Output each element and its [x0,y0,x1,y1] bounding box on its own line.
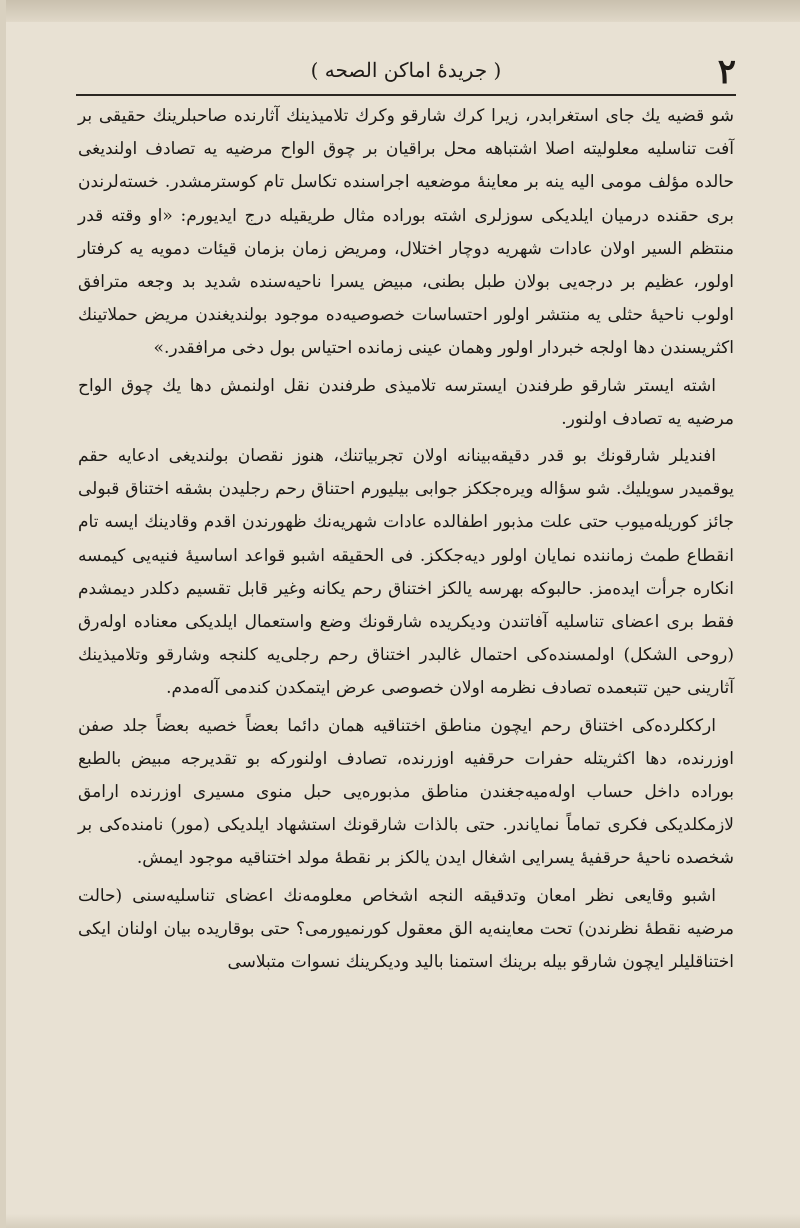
header-rule [76,94,736,96]
paragraph: شو قضیه یك جای استغرابدر، زیرا کرك شارقو وکرك تلامیذینك آثارنده صاحبلرینك حقیقی بر آفت تناسلیه معلولیته اصلا اشتباهه محل براقیان بر چوق الواح مرضیه یه تصادف اولندیغی حالده مؤلف مومی الیه ینه بر معاینهٔ موضعیه اجراسنده تکاسل تام کوسترمشدر. خسته‌لرندن بری حقنده درمیان ایلدیکی سوزلری اشته بوراده مثال طریقیله درج ایدیورم: «او وقته قدر منتظم السیر اولان عادات شهریه دوچار اختلال، ومریض زمان بزمان قیئات دمویه یه کرفتار اولور، عظیم بر درجه‌یی بولان طبل بطنی، مبیض یسرا ناحیه‌سنده شدید بد وجعه مترافق اولوب ناحیهٔ حثلی یه منتشر اولور احتساسات خصوصیه‌ده موجود بولندیغندن مریض حملاتینك اکثریسندن دها اولجه خبردار اولور وهمان عینی زمانده احتیاس بول دخی مرافقدر.» [78,106,734,359]
paragraph: ارککلرده‌کی اختناق رحم ایچون مناطق اختناقیه همان دائما بعضاً خصیه بعضاً جلد صفن اوزرنده، دها اکثریتله حفرات حرقفیه اوزرنده، تصادف اولنورکه بو تقدیرجه مبیض بالطبع بوراده داخل حساب اوله‌میه‌جغندن مناطق مذبوره‌یی حبل منوی مسیری اوزرنده ارامق لازمکلدیکی فکری تماماً نمایاندر. حتی بالذات شارقونك استشهاد ایلدیکی (مور) نامنده‌کی بر شخصده ناحیهٔ حرقفیهٔ یسرایی اشغال ایدن یالکز بر نقطهٔ مولد اختناقیه موجود ایمش. [78,715,735,869]
page-number: ٢ [717,52,736,92]
page-bottom-edge [6,1214,800,1228]
paragraph: اشته ایستر شارقو طرفندن ایسترسه تلامیذی طرفندن نقل اولنمش دها یك چوق الواح مرضیه یه تصادف اولنور. [78,375,734,429]
page-edge [6,0,800,22]
paragraph: افندیلر شارقونك بو قدر دقیقه‌بینانه اولان تجربیاتنك، هنوز نقصان بولندیغی ادعایه حقم یوقمیدر سویلیك. شو سؤاله ویره‌جککز جوابی بیلیورم احتناق رحم رجلیدن بشقه اختناق قبولی جائز کوریله‌میوب حتی علت مذبور اطفالده عادات شهریه‌نك ظهورندن اقدم وقادینك ایسه تام انقطاع طمث زماننده نمایان اولور دیه‌جککز. فی الحقیقه اشبو قواعد اساسیهٔ فنیه‌یی کیمسه انکاره جرأت ایده‌مز. حالبوکه بهرسه یالکز اختناق رحم یکانه وغیر قابل تقسیم دکلدر دیمشدم فقط بری اعضای تناسلیه آفاتندن ودیکریده شارقونك وضع واستعمال ایلدیکی معناده اوله‌رق (روحی الشکل) اولمسنده‌کی احتمال غالبدر اختناق رحم رجلی‌یه کلنجه وشارقو وتلامیذینك آثارینی حین تتبعمده تصادف نظرمه اولان خصوصی عرض ایتمکدن کندمی آله‌مدم. [78,446,734,699]
page-header [76,52,736,92]
paragraph: اشبو وقایعی نظر امعان وتدقیقه النجه اشخاص معلومه‌نك اعضای تناسلیه‌سنی (حالت مرضیه نقطهٔ نظرندن) تحت معاینه‌یه الق معقول کورنمیورمی؟ حتی بوقاریده بیان اولنان ایکی اختناقلیلر ایچون شارقو بیله برینك استمنا بالید ودیکرینك نسوات متبلاسی [78,885,734,973]
body-text [78,100,734,983]
running-title: ( جریدهٔ اماکن الصحه ) [310,58,502,82]
